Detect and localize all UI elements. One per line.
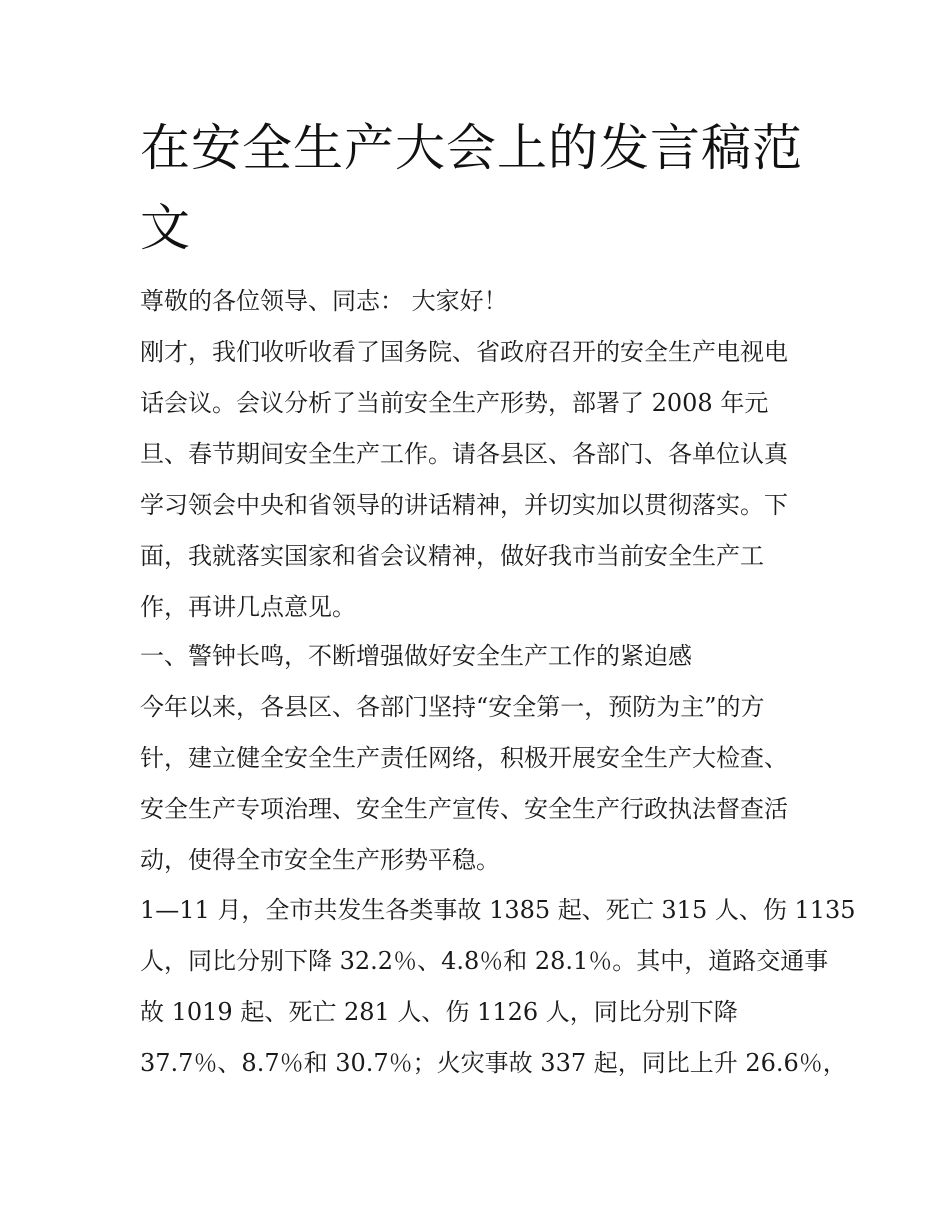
body-line: 话会议。会议分析了当前安全生产形势，部署了 2008 年元 (140, 389, 769, 417)
body-line: 动，使得全市安全生产形势平稳。 (140, 846, 500, 874)
body-line: 37.7％、8.7％和 30.7％；火灾事故 337 起，同比上升 26.6％， (140, 1049, 847, 1077)
body-line: 针，建立健全安全生产责任网络，积极开展安全生产大检查、 (140, 744, 788, 772)
body-line: 学习领会中央和省领导的讲话精神，并切实加以贯彻落实。下 (140, 491, 788, 519)
section-heading: 一、警钟长鸣，不断增强做好安全生产工作的紧迫感 (140, 642, 692, 670)
body-line: 作，再讲几点意见。 (140, 593, 356, 621)
document-title: 在安全生产大会上的发言稿范文 (140, 119, 803, 257)
body-line: 面，我就落实国家和省会议精神，做好我市当前安全生产工 (140, 542, 764, 570)
body-line: 故 1019 起、死亡 281 人、伤 1126 人，同比分别下降 (140, 998, 738, 1026)
body-line: 安全生产专项治理、安全生产宣传、安全生产行政执法督查活 (140, 795, 788, 823)
body-line: 旦、春节期间安全生产工作。请各县区、各部门、各单位认真 (140, 440, 788, 468)
greeting-line: 尊敬的各位领导、同志： 大家好！ (140, 287, 508, 315)
body-line: 1—11 月，全市共发生各类事故 1385 起、死亡 315 人、伤 1135 (140, 896, 856, 924)
body-line: 今年以来，各县区、各部门坚持“安全第一，预防为主”的方 (140, 693, 765, 721)
body-line: 刚才，我们收听收看了国务院、省政府召开的安全生产电视电 (140, 338, 788, 366)
body-line: 人，同比分别下降 32.2％、4.8％和 28.1％。其中，道路交通事 (140, 947, 829, 975)
